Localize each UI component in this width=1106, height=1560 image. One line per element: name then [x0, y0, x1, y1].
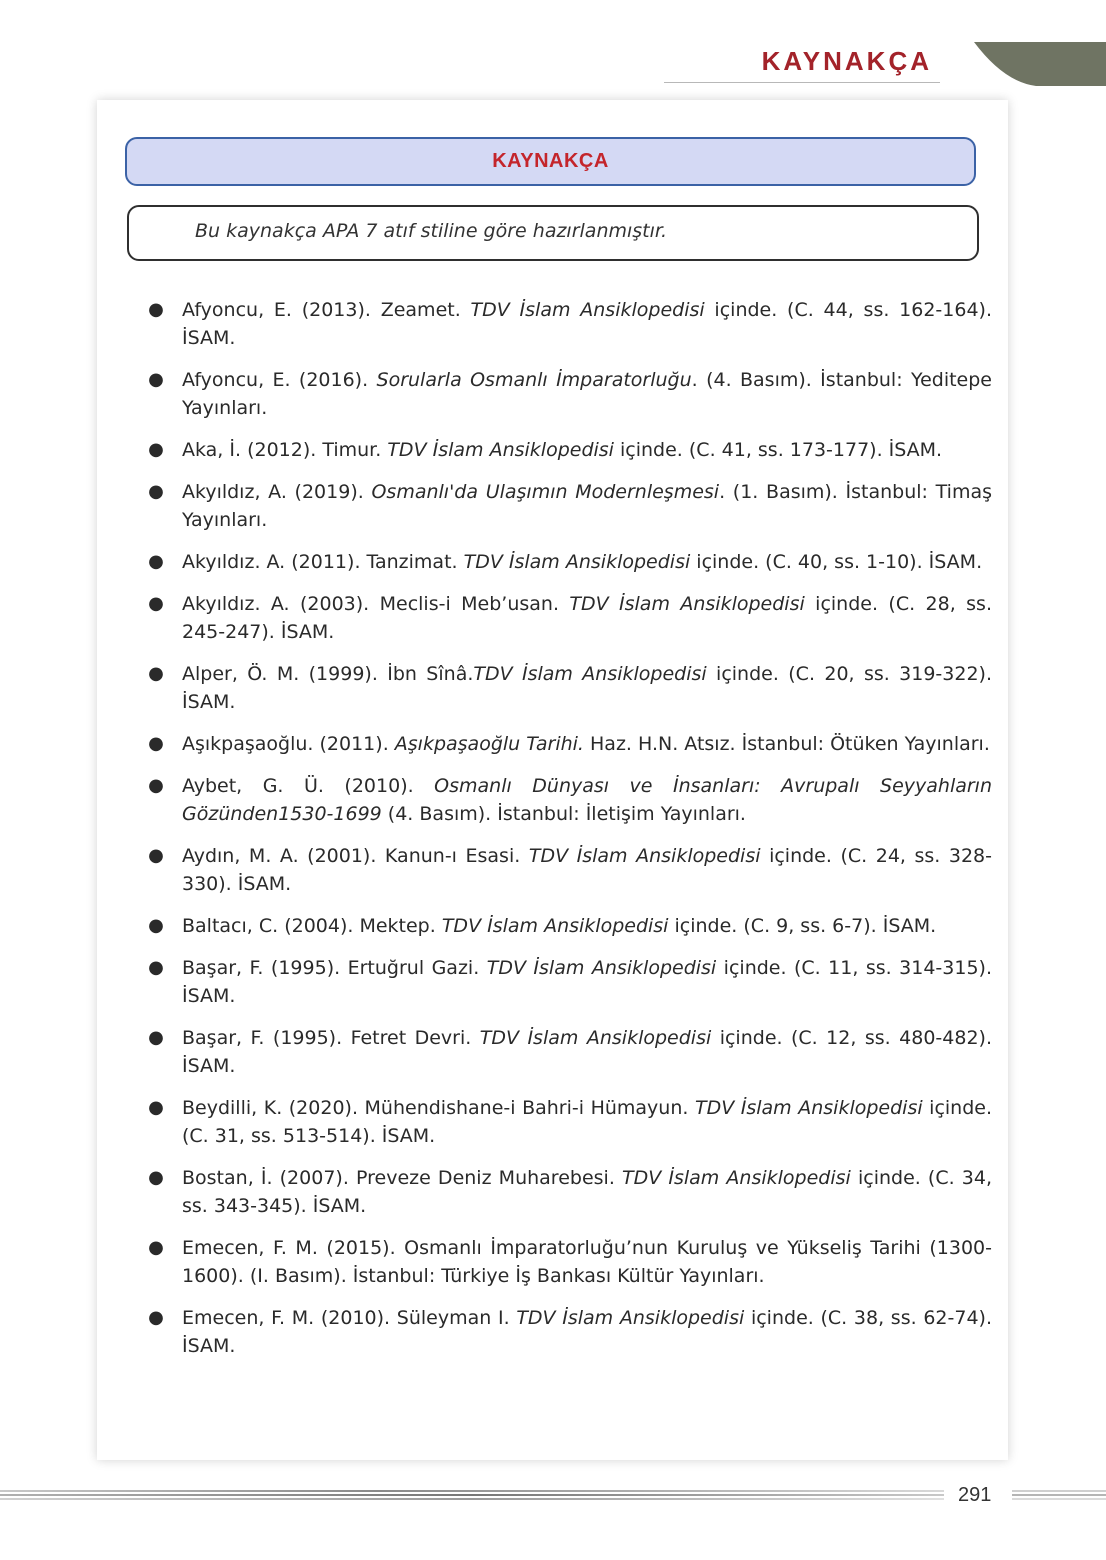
reference-item: ● Akyıldız, A. (2019). Osmanlı'da Ulaşımın Modernleşmesi. (1. Basım). İstanbul: Timaş Yayınları.: [182, 478, 992, 534]
reference-item: ● Emecen, F. M. (2010). Süleyman I. TDV İslam Ansiklopedisi içinde. (C. 38, ss. 62-74). İSAM.: [182, 1304, 992, 1360]
reference-item: ● Aybet, G. Ü. (2010). Osmanlı Dünyası ve İnsanları: Avrupalı Seyyahların Gözünden1530-1699 (4. Basım). İstanbul: İletişim Yayınları.: [182, 772, 992, 828]
header-corner-tab: [974, 42, 1106, 86]
content-card: [97, 100, 1008, 1460]
reference-item: ● Alper, Ö. M. (1999). İbn Sînâ.TDV İslam Ansiklopedisi içinde. (C. 20, ss. 319-322). İSAM.: [182, 660, 992, 716]
header-rule: [664, 82, 940, 83]
reference-item: ● Aşıkpaşaoğlu. (2011). Aşıkpaşaoğlu Tarihi. Haz. H.N. Atsız. İstanbul: Ötüken Yayınları.: [182, 730, 992, 758]
bullet-icon: ●: [148, 1237, 164, 1258]
reference-item: ● Aydın, M. A. (2001). Kanun-ı Esasi. TDV İslam Ansiklopedisi içinde. (C. 24, ss. 328-330). İSAM.: [182, 842, 992, 898]
bullet-icon: ●: [148, 663, 164, 684]
bullet-icon: ●: [148, 1307, 164, 1328]
reference-item: ● Emecen, F. M. (2015). Osmanlı İmparatorluğu’nun Kuruluş ve Yükseliş Tarihi (1300-1600). (I. Basım). İstanbul: Türkiye İş Bankası Kültür Yayınları.: [182, 1234, 992, 1290]
page-number: 291: [958, 1484, 992, 1506]
bullet-icon: ●: [148, 915, 164, 936]
bullet-icon: ●: [148, 845, 164, 866]
citation-note: Bu kaynakça APA 7 atıf stiline göre hazırlanmıştır.: [195, 220, 668, 242]
bullet-icon: ●: [148, 481, 164, 502]
reference-item: ● Afyoncu, E. (2016). Sorularla Osmanlı İmparatorluğu. (4. Basım). İstanbul: Yeditepe Yayınları.: [182, 366, 992, 422]
bullet-icon: ●: [148, 1027, 164, 1048]
reference-list: [148, 296, 993, 1374]
section-title-box: [125, 137, 976, 186]
bullet-icon: ●: [148, 369, 164, 390]
bullet-icon: ●: [148, 1167, 164, 1188]
reference-item: ● Baltacı, C. (2004). Mektep. TDV İslam Ansiklopedisi içinde. (C. 9, ss. 6-7). İSAM.: [182, 912, 992, 940]
bullet-icon: ●: [148, 957, 164, 978]
citation-note-box: [127, 205, 979, 261]
reference-item: ● Akyıldız. A. (2003). Meclis-i Meb’usan. TDV İslam Ansiklopedisi içinde. (C. 28, ss. 245-247). İSAM.: [182, 590, 992, 646]
reference-item: ● Başar, F. (1995). Ertuğrul Gazi. TDV İslam Ansiklopedisi içinde. (C. 11, ss. 314-315). İSAM.: [182, 954, 992, 1010]
reference-item: ● Akyıldız. A. (2011). Tanzimat. TDV İslam Ansiklopedisi içinde. (C. 40, ss. 1-10). İSAM.: [182, 548, 992, 576]
reference-item: ● Aka, İ. (2012). Timur. TDV İslam Ansiklopedisi içinde. (C. 41, ss. 173-177). İSAM.: [182, 436, 992, 464]
bullet-icon: ●: [148, 551, 164, 572]
bullet-icon: ●: [148, 775, 164, 796]
bullet-icon: ●: [148, 1097, 164, 1118]
reference-item: ● Başar, F. (1995). Fetret Devri. TDV İslam Ansiklopedisi içinde. (C. 12, ss. 480-482). İSAM.: [182, 1024, 992, 1080]
reference-item: ● Beydilli, K. (2020). Mühendishane-i Bahri-i Hümayun. TDV İslam Ansiklopedisi içinde. (C. 31, ss. 513-514). İSAM.: [182, 1094, 992, 1150]
reference-item: ● Afyoncu, E. (2013). Zeamet. TDV İslam Ansiklopedisi içinde. (C. 44, ss. 162-164). İSAM.: [182, 296, 992, 352]
bullet-icon: ●: [148, 733, 164, 754]
header-title: KAYNAKÇA: [761, 46, 932, 76]
bullet-icon: ●: [148, 439, 164, 460]
section-title: KAYNAKÇA: [492, 150, 609, 172]
bullet-icon: ●: [148, 593, 164, 614]
bullet-icon: ●: [148, 299, 164, 320]
footer-lines-left: [0, 1490, 944, 1502]
reference-item: ● Bostan, İ. (2007). Preveze Deniz Muharebesi. TDV İslam Ansiklopedisi içinde. (C. 34, ss. 343-345). İSAM.: [182, 1164, 992, 1220]
footer-lines-right: [1012, 1490, 1106, 1502]
